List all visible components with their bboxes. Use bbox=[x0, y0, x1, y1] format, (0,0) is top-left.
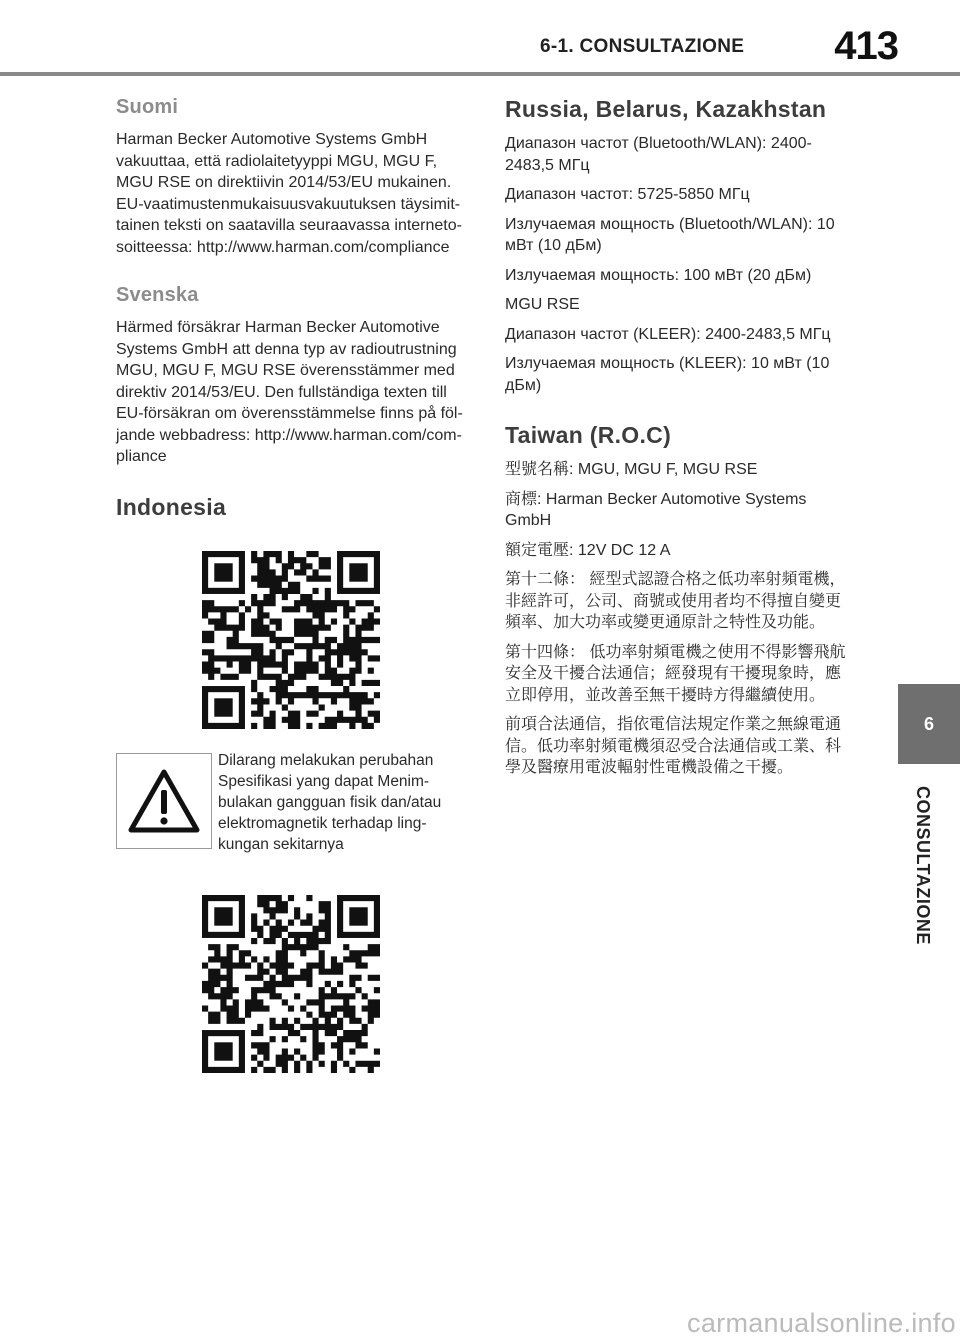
heading-russia: Russia, Belarus, Kazakhstan bbox=[505, 96, 827, 122]
taiwan-line: 前項合法通信，指依電信法規定作業之無線電通信。低功率射頻電機須忍受合法通信或工業、科學及醫療用電波輻射性電機設備之干擾。 bbox=[505, 716, 842, 776]
russia-line: Излучаемая мощность (Bluetooth/WLAN): 10 мВт (10 дБм) bbox=[505, 215, 835, 254]
heading-svenska: Svenska bbox=[116, 284, 199, 306]
heading-indonesia: Indonesia bbox=[116, 493, 227, 520]
russia-line: MGU RSE bbox=[505, 296, 580, 313]
header-rule bbox=[0, 72, 960, 76]
russia-line: Диапазон частот (KLEER): 2400-2483,5 МГц bbox=[505, 325, 831, 343]
taiwan-line: 商標: Harman Becker Automotive Systems GmbH bbox=[505, 490, 807, 529]
chapter-label: CONSULTAZIONE bbox=[913, 786, 933, 945]
chapter-tab[interactable]: 6 bbox=[898, 684, 960, 764]
right-column bbox=[505, 96, 855, 779]
svenska-text: Härmed försäkrar Harman Becker Automotive Systems GmbH att denna typ av radioutrustning MGU, MGU F, MGU RSE överensstämmer med direktiv 2014/53/EU. Den fullständiga texten till EU-försäkran om överensstämmelse finns på föl-jande webbadress: http://www.harman.com/com-pliance bbox=[116, 319, 463, 465]
warning-block bbox=[116, 753, 466, 855]
russia-line: Диапазон частот (Bluetooth/WLAN): 2400-2483,5 МГц bbox=[505, 135, 812, 174]
taiwan-line: 額定電壓: 12V DC 12 A bbox=[505, 541, 671, 559]
taiwan-line: 第十二條： 經型式認證合格之低功率射頻電機，非經許可，公司、商號或使用者均不得擅自變更頻率、加大功率或變更通原計之特性及功能。 bbox=[505, 571, 846, 631]
russia-line: Излучаемая мощность (KLEER): 10 мВт (10 дБм) bbox=[505, 355, 830, 394]
heading-taiwan: Taiwan (R.O.C) bbox=[505, 422, 672, 448]
taiwan-line: 第十四條： 低功率射頻電機之使用不得影響飛航安全及干擾合法通信；經發現有干擾現象時，應立即停用，並改善至無干擾時方得繼續使用。 bbox=[505, 643, 846, 704]
warning-triangle-icon bbox=[116, 753, 212, 849]
qr-code-icon bbox=[202, 551, 380, 729]
watermark: carmanualsonline.info bbox=[687, 1308, 956, 1338]
left-column bbox=[116, 96, 466, 1073]
russia-line: Диапазон частот: 5725-5850 МГц bbox=[505, 186, 750, 203]
suomi-text: Harman Becker Automotive Systems GmbH vakuuttaa, että radiolaitetyyppi MGU, MGU F, MGU RSE on direktiivin 2014/53/EU mukainen. EU-vaatimustenmukaisuusvakuutuksen täysimit-tainen teksti on saatavilla seuraavassa interneto-soitteessa: http://www.harman.com/compliance bbox=[116, 131, 462, 256]
qr-code-icon bbox=[202, 895, 380, 1073]
russia-line: Излучаемая мощность: 100 мВт (20 дБм) bbox=[505, 266, 812, 284]
warning-text: Dilarang melakukan perubahan Spesifikasi yang dapat Menim-bulakan gangguan fisik dan/atau elektromagnetik terhadap ling-kungan sekitarnya bbox=[218, 751, 442, 853]
page-number: 413 bbox=[834, 24, 898, 68]
taiwan-line: 型號名稱: MGU, MGU F, MGU RSE bbox=[505, 461, 758, 478]
section-title: 6-1. CONSULTAZIONE bbox=[540, 36, 745, 57]
heading-suomi: Suomi bbox=[116, 96, 179, 118]
